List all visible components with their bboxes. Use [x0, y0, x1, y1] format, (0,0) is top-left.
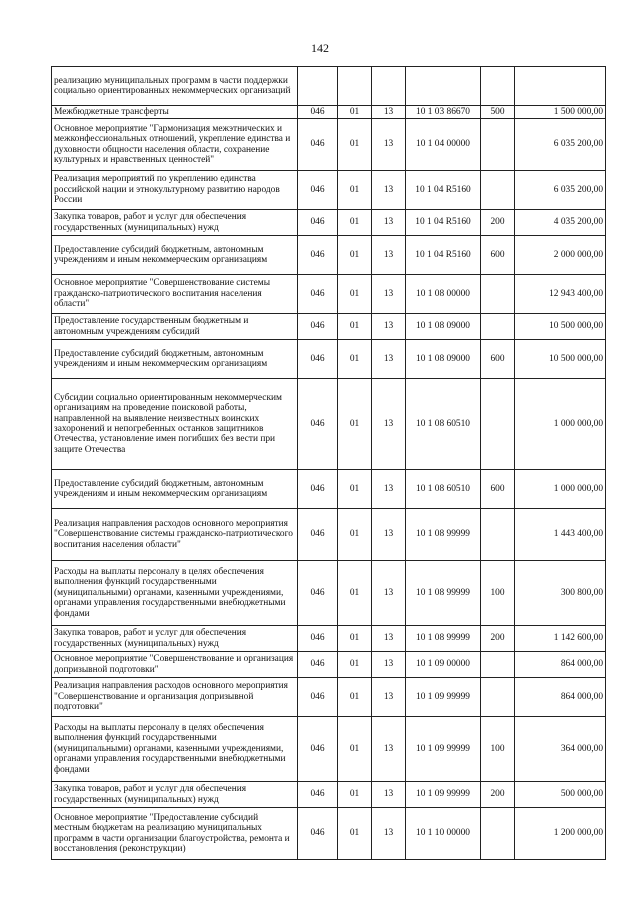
cell-amount: 1 142 600,00 [515, 626, 606, 652]
cell-target-article: 10 1 10 00000 [406, 808, 481, 860]
cell-amount: 4 035 200,00 [515, 210, 606, 236]
cell-description: Основное мероприятие "Гармонизация межэтнических и межконфессиональных отношений, укрепление единства и духовности общности населения области, сохранение культурных и нравственных ценностей" [52, 119, 298, 171]
table-body [52, 67, 606, 860]
cell-section: 01 [338, 717, 372, 782]
cell-section: 01 [338, 340, 372, 379]
cell-ved-code: 046 [298, 379, 338, 470]
cell-section: 01 [338, 275, 372, 314]
cell-section: 01 [338, 210, 372, 236]
cell-target-article: 10 1 08 99999 [406, 509, 481, 561]
table-row [52, 106, 606, 119]
cell-target-article: 10 1 09 00000 [406, 652, 481, 678]
cell-target-article: 10 1 09 99999 [406, 678, 481, 717]
cell-description: Закупка товаров, работ и услуг для обеспечения государственных (муниципальных) нужд [52, 626, 298, 652]
cell-ved-code: 046 [298, 782, 338, 808]
cell-ved-code: 046 [298, 340, 338, 379]
table-row [52, 340, 606, 379]
cell-expense-type: 100 [481, 561, 515, 626]
cell-amount: 6 035 200,00 [515, 171, 606, 210]
cell-expense-type [481, 171, 515, 210]
cell-expense-type [481, 509, 515, 561]
cell-expense-type [481, 379, 515, 470]
cell-expense-type [481, 275, 515, 314]
cell-subsection: 13 [372, 106, 406, 119]
table-row [52, 470, 606, 509]
page-number: 142 [311, 41, 329, 55]
cell-target-article: 10 1 09 99999 [406, 717, 481, 782]
cell-description: Межбюджетные трансферты [52, 106, 298, 119]
table-row [52, 119, 606, 171]
cell-ved-code: 046 [298, 561, 338, 626]
cell-subsection: 13 [372, 275, 406, 314]
cell-amount: 2 000 000,00 [515, 236, 606, 275]
cell-description: Расходы на выплаты персоналу в целях обеспечения выполнения функций государственными (муниципальными) органами, казенными учреждениями, органами управления государственными внебюджетными фондами [52, 561, 298, 626]
table-row [52, 275, 606, 314]
cell-amount: 1 443 400,00 [515, 509, 606, 561]
cell-description: Реализация направления расходов основного мероприятия "Совершенствование системы гражданско-патриотического воспитания населения области" [52, 509, 298, 561]
cell-expense-type [481, 119, 515, 171]
cell-ved-code: 046 [298, 210, 338, 236]
cell-ved-code: 046 [298, 236, 338, 275]
table-row [52, 652, 606, 678]
cell-target-article: 10 1 08 60510 [406, 379, 481, 470]
cell-subsection: 13 [372, 314, 406, 340]
cell-target-article: 10 1 08 60510 [406, 470, 481, 509]
cell-target-article: 10 1 04 R5160 [406, 236, 481, 275]
cell-section: 01 [338, 314, 372, 340]
cell-target-article: 10 1 04 R5160 [406, 210, 481, 236]
cell-ved-code: 046 [298, 171, 338, 210]
cell-target-article: 10 1 04 00000 [406, 119, 481, 171]
cell-amount: 300 800,00 [515, 561, 606, 626]
cell-subsection: 13 [372, 470, 406, 509]
cell-description: Предоставление субсидий бюджетным, автономным учреждениям и иным некоммерческим организациям [52, 470, 298, 509]
cell-ved-code: 046 [298, 808, 338, 860]
cell-amount [515, 67, 606, 106]
cell-target-article: 10 1 08 09000 [406, 340, 481, 379]
cell-subsection: 13 [372, 717, 406, 782]
cell-amount: 1 500 000,00 [515, 106, 606, 119]
cell-amount: 364 000,00 [515, 717, 606, 782]
cell-description: Основное мероприятие "Совершенствование и организация допризывной подготовки" [52, 652, 298, 678]
cell-expense-type [481, 314, 515, 340]
cell-expense-type: 200 [481, 210, 515, 236]
cell-subsection: 13 [372, 678, 406, 717]
cell-target-article [406, 67, 481, 106]
cell-description: Реализация направления расходов основного мероприятия "Совершенствование и организация допризывной подготовки" [52, 678, 298, 717]
cell-expense-type [481, 652, 515, 678]
table-row [52, 314, 606, 340]
table-row [52, 379, 606, 470]
cell-section: 01 [338, 509, 372, 561]
cell-ved-code: 046 [298, 626, 338, 652]
cell-expense-type: 600 [481, 340, 515, 379]
cell-section: 01 [338, 561, 372, 626]
cell-ved-code: 046 [298, 678, 338, 717]
cell-subsection: 13 [372, 561, 406, 626]
cell-expense-type: 600 [481, 236, 515, 275]
cell-amount: 1 000 000,00 [515, 470, 606, 509]
cell-subsection: 13 [372, 171, 406, 210]
cell-expense-type: 100 [481, 717, 515, 782]
table-row [52, 561, 606, 626]
budget-table [51, 66, 606, 860]
cell-target-article: 10 1 03 86670 [406, 106, 481, 119]
cell-description: Предоставление субсидий бюджетным, автономным учреждениям и иным некоммерческим организациям [52, 236, 298, 275]
table-row [52, 782, 606, 808]
cell-expense-type [481, 67, 515, 106]
cell-expense-type: 200 [481, 626, 515, 652]
cell-description: Предоставление государственным бюджетным и автономным учреждениям субсидий [52, 314, 298, 340]
cell-amount: 1 000 000,00 [515, 379, 606, 470]
table-row [52, 678, 606, 717]
cell-ved-code: 046 [298, 275, 338, 314]
cell-section: 01 [338, 782, 372, 808]
cell-target-article: 10 1 09 99999 [406, 782, 481, 808]
table-row [52, 509, 606, 561]
cell-section: 01 [338, 106, 372, 119]
cell-subsection: 13 [372, 509, 406, 561]
cell-section: 01 [338, 808, 372, 860]
cell-target-article: 10 1 08 99999 [406, 626, 481, 652]
cell-amount: 1 200 000,00 [515, 808, 606, 860]
cell-expense-type: 600 [481, 470, 515, 509]
cell-ved-code: 046 [298, 470, 338, 509]
table-row [52, 67, 606, 106]
cell-description: Основное мероприятие "Предоставление субсидий местным бюджетам на реализацию муниципальных программ в части организации благоустройства, ремонта и восстановления (реконструкции) [52, 808, 298, 860]
cell-subsection: 13 [372, 808, 406, 860]
cell-description: Основное мероприятие "Совершенствование системы гражданско-патриотического воспитания населения области" [52, 275, 298, 314]
table-row [52, 808, 606, 860]
cell-target-article: 10 1 08 00000 [406, 275, 481, 314]
cell-subsection: 13 [372, 119, 406, 171]
cell-ved-code: 046 [298, 119, 338, 171]
cell-subsection: 13 [372, 340, 406, 379]
cell-section: 01 [338, 626, 372, 652]
cell-ved-code: 046 [298, 717, 338, 782]
cell-description: Субсидии социально ориентированным некоммерческим организациям на проведение поисковой работы, направленной на выявление неизвестных воинских захоронений и непогребенных останков защитников Отечества, установление имен погибших без вести при защите Отечества [52, 379, 298, 470]
cell-description: Реализация мероприятий по укреплению единства российской нации и этнокультурному развитию народов России [52, 171, 298, 210]
cell-target-article: 10 1 04 R5160 [406, 171, 481, 210]
cell-subsection: 13 [372, 782, 406, 808]
table-row [52, 626, 606, 652]
cell-expense-type [481, 678, 515, 717]
cell-target-article: 10 1 08 09000 [406, 314, 481, 340]
cell-subsection: 13 [372, 652, 406, 678]
cell-subsection: 13 [372, 210, 406, 236]
cell-section: 01 [338, 678, 372, 717]
table-row [52, 171, 606, 210]
cell-section: 01 [338, 652, 372, 678]
cell-amount: 12 943 400,00 [515, 275, 606, 314]
cell-section: 01 [338, 470, 372, 509]
cell-amount: 6 035 200,00 [515, 119, 606, 171]
cell-section: 01 [338, 119, 372, 171]
table-row [52, 210, 606, 236]
table-row [52, 717, 606, 782]
table-row [52, 236, 606, 275]
cell-subsection: 13 [372, 236, 406, 275]
cell-amount: 10 500 000,00 [515, 340, 606, 379]
cell-description: Закупка товаров, работ и услуг для обеспечения государственных (муниципальных) нужд [52, 782, 298, 808]
cell-description: Расходы на выплаты персоналу в целях обеспечения выполнения функций государственными (муниципальными) органами, казенными учреждениями, органами управления государственными внебюджетными фондами [52, 717, 298, 782]
cell-subsection: 13 [372, 626, 406, 652]
cell-amount: 864 000,00 [515, 652, 606, 678]
cell-ved-code [298, 67, 338, 106]
cell-ved-code: 046 [298, 106, 338, 119]
cell-section [338, 67, 372, 106]
cell-amount: 10 500 000,00 [515, 314, 606, 340]
cell-description: Закупка товаров, работ и услуг для обеспечения государственных (муниципальных) нужд [52, 210, 298, 236]
cell-expense-type: 500 [481, 106, 515, 119]
cell-expense-type [481, 808, 515, 860]
cell-amount: 864 000,00 [515, 678, 606, 717]
cell-subsection [372, 67, 406, 106]
cell-description: реализацию муниципальных программ в части поддержки социально ориентированных некоммерческих организаций [52, 67, 298, 106]
cell-section: 01 [338, 379, 372, 470]
cell-section: 01 [338, 236, 372, 275]
cell-ved-code: 046 [298, 314, 338, 340]
cell-expense-type: 200 [481, 782, 515, 808]
cell-subsection: 13 [372, 379, 406, 470]
cell-section: 01 [338, 171, 372, 210]
cell-amount: 500 000,00 [515, 782, 606, 808]
cell-ved-code: 046 [298, 652, 338, 678]
cell-ved-code: 046 [298, 509, 338, 561]
cell-target-article: 10 1 08 99999 [406, 561, 481, 626]
cell-description: Предоставление субсидий бюджетным, автономным учреждениям и иным некоммерческим организациям [52, 340, 298, 379]
